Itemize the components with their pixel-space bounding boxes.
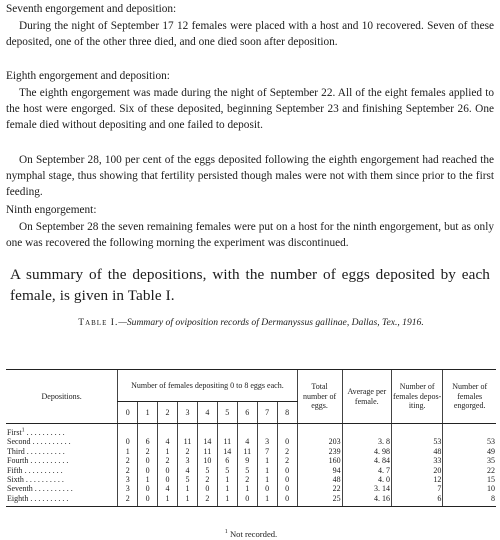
egg-count-cell: 0 xyxy=(277,475,297,484)
depositing-cell xyxy=(391,424,442,438)
header-egg-count: 5 xyxy=(217,402,237,424)
header-egg-count: 4 xyxy=(197,402,217,424)
egg-count-cell: 0 xyxy=(138,466,158,475)
average-cell: 4. 0 xyxy=(342,475,391,484)
egg-count-cell: 3 xyxy=(118,484,138,493)
table-row xyxy=(6,456,496,465)
row-label xyxy=(6,456,118,465)
row-label xyxy=(6,437,118,446)
row-label xyxy=(6,424,118,438)
header-egg-count: 0 xyxy=(118,402,138,424)
eighth-paragraph-1: The eighth engorgement was made during the night of September 22. All of the eight females applied to the host were engorged. Six of these deposited, beginning September 23 and finishing September 26. One female died without depositing and one failed to deposit. xyxy=(6,87,494,132)
egg-count-cell: 2 xyxy=(118,494,138,507)
total-eggs-cell: 160 xyxy=(297,456,342,465)
seventh-paragraph: During the night of September 17 12 females were placed with a host and 10 recovered. Seven of these deposited, one of the other three died, and one died soon after deposition. xyxy=(6,20,494,49)
row-label xyxy=(6,475,118,484)
row-label-text: Third xyxy=(7,446,25,456)
egg-count-cell: 3 xyxy=(118,475,138,484)
egg-count-cell: 9 xyxy=(237,456,257,465)
total-eggs-cell: 239 xyxy=(297,447,342,456)
summary-sentence: A summary of the depositions, with the number of eggs deposited by each female, is given in Table I. xyxy=(10,266,490,304)
header-egg-count: 1 xyxy=(138,402,158,424)
average-cell xyxy=(342,424,391,438)
average-cell: 4. 16 xyxy=(342,494,391,507)
engorged-cell xyxy=(443,424,496,438)
row-label xyxy=(6,494,118,507)
table-row xyxy=(6,466,496,475)
header-egg-count: 8 xyxy=(277,402,297,424)
egg-count-cell: 5 xyxy=(178,475,198,484)
total-eggs-cell: 25 xyxy=(297,494,342,507)
egg-count-cell: 11 xyxy=(197,447,217,456)
header-egg-count: 6 xyxy=(237,402,257,424)
egg-count-cell xyxy=(118,424,138,438)
leader-dots: . . . . . . . . . . xyxy=(24,446,65,456)
oviposition-table xyxy=(6,369,496,507)
footnote-text: Not recorded. xyxy=(229,529,278,539)
egg-count-cell xyxy=(257,424,277,438)
egg-count-cell: 5 xyxy=(217,466,237,475)
egg-count-cell: 11 xyxy=(217,437,237,446)
header-depositing: Number of females depositing. xyxy=(391,370,442,424)
egg-count-cell: 7 xyxy=(257,447,277,456)
egg-count-cell: 2 xyxy=(178,447,198,456)
leader-dots: . . . . . . . . . . xyxy=(28,456,69,466)
total-eggs-cell xyxy=(297,424,342,438)
egg-count-cell: 14 xyxy=(217,447,237,456)
egg-count-cell xyxy=(138,424,158,438)
header-total-eggs: Total number of eggs. xyxy=(297,370,342,424)
footnote xyxy=(6,529,496,539)
egg-count-cell: 2 xyxy=(118,466,138,475)
engorged-cell: 49 xyxy=(443,447,496,456)
engorged-cell: 10 xyxy=(443,484,496,493)
egg-count-cell: 1 xyxy=(178,484,198,493)
footnote-mark: 1 xyxy=(224,529,228,536)
average-cell: 3. 14 xyxy=(342,484,391,493)
egg-count-cell: 2 xyxy=(118,456,138,465)
egg-count-cell: 2 xyxy=(277,447,297,456)
egg-count-cell: 1 xyxy=(257,494,277,507)
egg-count-cell: 6 xyxy=(138,437,158,446)
header-egg-count: 3 xyxy=(178,402,198,424)
header-egg-count: 7 xyxy=(257,402,277,424)
egg-count-cell: 0 xyxy=(158,466,178,475)
egg-count-cell: 4 xyxy=(158,437,178,446)
egg-count-cell: 10 xyxy=(197,456,217,465)
egg-count-cell: 1 xyxy=(178,494,198,507)
egg-count-cell: 2 xyxy=(158,456,178,465)
engorged-cell: 22 xyxy=(443,466,496,475)
egg-count-cell: 1 xyxy=(118,447,138,456)
footnote-ref: 1 xyxy=(21,427,25,434)
eighth-paragraph-2: On September 28, 100 per cent of the eggs deposited following the eighth engorgement had reached the nymphal stage, thus showing that fertility persisted though males were not with them since prior to the first feeding. xyxy=(6,154,494,199)
row-label-text: First xyxy=(7,428,22,437)
row-label-text: Eighth xyxy=(7,493,29,503)
engorged-cell: 53 xyxy=(443,437,496,446)
egg-count-cell: 0 xyxy=(138,456,158,465)
engorged-cell: 8 xyxy=(443,494,496,507)
engorged-cell: 35 xyxy=(443,456,496,465)
egg-count-cell: 2 xyxy=(237,475,257,484)
egg-count-cell: 14 xyxy=(197,437,217,446)
eighth-heading: Eighth engorgement and deposition: xyxy=(6,70,170,82)
depositing-cell: 12 xyxy=(391,475,442,484)
egg-count-cell: 6 xyxy=(217,456,237,465)
total-eggs-cell: 48 xyxy=(297,475,342,484)
egg-count-cell xyxy=(178,424,198,438)
egg-count-cell: 0 xyxy=(277,437,297,446)
egg-count-cell: 11 xyxy=(237,447,257,456)
egg-count-cell: 1 xyxy=(158,494,178,507)
egg-count-cell: 0 xyxy=(277,466,297,475)
table-row xyxy=(6,447,496,456)
egg-count-cell: 2 xyxy=(277,456,297,465)
egg-count-cell: 0 xyxy=(118,437,138,446)
seventh-heading: Seventh engorgement and deposition: xyxy=(6,3,177,15)
table-row xyxy=(6,494,496,507)
header-egg-count: 2 xyxy=(158,402,178,424)
ninth-paragraph: On September 28 the seven remaining females were put on a host for the ninth engorgement, but as only one was recovered the following morning the experiment was discontinued. xyxy=(6,221,494,250)
egg-count-cell: 2 xyxy=(138,447,158,456)
leader-dots: . . . . . . . . . . xyxy=(23,475,64,485)
egg-count-cell: 1 xyxy=(257,466,277,475)
egg-count-cell: 4 xyxy=(178,466,198,475)
total-eggs-cell: 22 xyxy=(297,484,342,493)
depositing-cell: 33 xyxy=(391,456,442,465)
egg-count-cell: 1 xyxy=(237,484,257,493)
egg-count-cell xyxy=(277,424,297,438)
average-cell: 4. 7 xyxy=(342,466,391,475)
table-row xyxy=(6,475,496,484)
row-label-text: Sixth xyxy=(7,475,24,485)
depositing-cell: 53 xyxy=(391,437,442,446)
egg-count-cell: 0 xyxy=(197,484,217,493)
egg-count-cell: 4 xyxy=(158,484,178,493)
average-cell: 4. 84 xyxy=(342,456,391,465)
egg-count-cell: 0 xyxy=(237,494,257,507)
leader-dots: . . . . . . . . . . xyxy=(22,465,63,475)
egg-count-cell xyxy=(217,424,237,438)
average-cell: 4. 98 xyxy=(342,447,391,456)
egg-count-cell: 3 xyxy=(257,437,277,446)
depositing-cell: 20 xyxy=(391,466,442,475)
row-label-text: Seventh xyxy=(7,484,33,494)
egg-count-cell: 0 xyxy=(158,475,178,484)
egg-count-cell: 0 xyxy=(277,484,297,493)
leader-dots: . . . . . . . . . . xyxy=(24,428,65,437)
table-label: Table I. xyxy=(78,317,119,328)
leader-dots: . . . . . . . . . . xyxy=(32,484,73,494)
egg-count-cell: 0 xyxy=(257,484,277,493)
table-row xyxy=(6,424,496,438)
egg-count-cell: 11 xyxy=(178,437,198,446)
egg-count-cell: 1 xyxy=(257,456,277,465)
egg-count-cell: 1 xyxy=(217,484,237,493)
egg-count-cell: 2 xyxy=(197,475,217,484)
egg-count-cell: 5 xyxy=(197,466,217,475)
egg-count-cell: 4 xyxy=(237,437,257,446)
row-label-text: Fifth xyxy=(7,465,23,475)
table-caption xyxy=(6,317,496,329)
ninth-heading: Ninth engorgement: xyxy=(6,204,97,216)
total-eggs-cell: 94 xyxy=(297,466,342,475)
depositing-cell: 48 xyxy=(391,447,442,456)
header-engorged: Number of females engorged. xyxy=(443,370,496,424)
egg-count-cell: 3 xyxy=(178,456,198,465)
row-label xyxy=(6,484,118,493)
leader-dots: . . . . . . . . . . xyxy=(30,437,71,447)
row-label xyxy=(6,466,118,475)
egg-count-cell: 0 xyxy=(138,484,158,493)
depositing-cell: 7 xyxy=(391,484,442,493)
leader-dots: . . . . . . . . . . xyxy=(28,493,69,503)
egg-count-cell: 2 xyxy=(197,494,217,507)
egg-count-cell: 1 xyxy=(257,475,277,484)
row-label-text: Second xyxy=(7,437,31,447)
egg-count-cell: 1 xyxy=(217,494,237,507)
row-label-text: Fourth xyxy=(7,456,29,466)
header-average: Average per female. xyxy=(342,370,391,424)
egg-count-cell: 0 xyxy=(277,494,297,507)
header-depositions: Depositions. xyxy=(6,370,118,424)
egg-count-cell xyxy=(237,424,257,438)
egg-count-cell xyxy=(197,424,217,438)
egg-count-cell: 0 xyxy=(138,494,158,507)
table-row xyxy=(6,437,496,446)
header-egg-group: Number of females depositing 0 to 8 eggs each. xyxy=(118,370,297,402)
average-cell: 3. 8 xyxy=(342,437,391,446)
depositing-cell: 6 xyxy=(391,494,442,507)
table-title: —Summary of oviposition records of Dermanyssus gallinae, Dallas, Tex., 1916. xyxy=(118,317,424,328)
egg-count-cell xyxy=(158,424,178,438)
row-label xyxy=(6,447,118,456)
engorged-cell: 15 xyxy=(443,475,496,484)
egg-count-cell: 1 xyxy=(158,447,178,456)
egg-count-cell: 1 xyxy=(217,475,237,484)
egg-count-cell: 1 xyxy=(138,475,158,484)
table-row xyxy=(6,484,496,493)
egg-count-cell: 5 xyxy=(237,466,257,475)
total-eggs-cell: 203 xyxy=(297,437,342,446)
